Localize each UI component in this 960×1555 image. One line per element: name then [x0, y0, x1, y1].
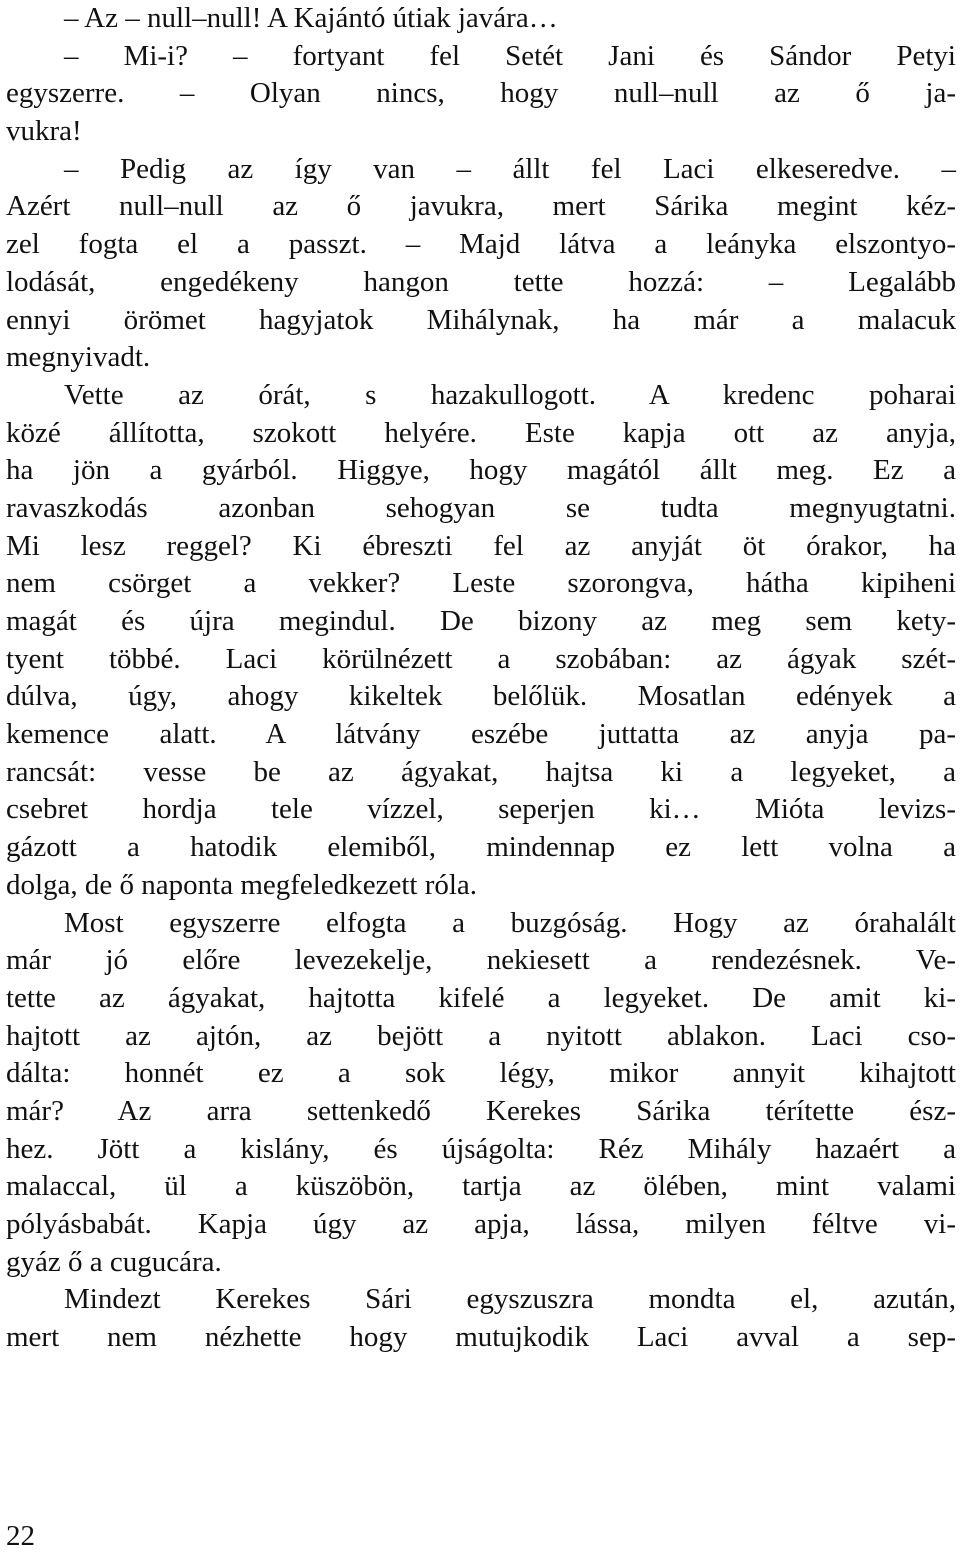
text-line: Azért null–null az ő javukra, mert Sárika megint kéz-: [6, 190, 956, 223]
text-line: Mindezt Kerekes Sári egyszuszra mondta el, azután,: [64, 1283, 956, 1316]
text-line: – Pedig az így van – állt fel Laci elkeseredve. –: [64, 152, 956, 185]
text-line: dálta: honnét ez a sok légy, mikor annyit kihajtott: [6, 1057, 956, 1090]
text-line: nem csörget a vekker? Leste szorongva, hátha kipiheni: [6, 567, 956, 600]
text-line: tette az ágyakat, hajtotta kifelé a legyeket. De amit ki-: [6, 981, 956, 1014]
text-line: már? Az arra settenkedő Kerekes Sárika térítette ész-: [6, 1094, 956, 1127]
text-line: vukra!: [6, 115, 82, 148]
text-line: csebret hordja tele vízzel, seperjen ki… Mióta levizs-: [6, 793, 956, 826]
page-text-block: [6, 0, 956, 1357]
text-line: egyszerre. – Olyan nincs, hogy null–null az ő ja-: [6, 77, 956, 110]
text-line: rancsát: vesse be az ágyakat, hajtsa ki a legyeket, a: [6, 755, 956, 788]
text-line: gyáz ő a cugucára.: [6, 1245, 222, 1278]
text-line: hajtott az ajtón, az bejött a nyitott ablakon. Laci cso-: [6, 1019, 956, 1052]
text-line: – Az – null–null! A Kajántó útiak javára…: [64, 2, 558, 34]
page-number: 22: [6, 1520, 35, 1552]
text-line: magát és újra megindul. De bizony az meg sem kety-: [6, 605, 956, 637]
text-line: malaccal, ül a küszöbön, tartja az ölében, mint valami: [6, 1170, 956, 1203]
text-line: pólyásbabát. Kapja úgy az apja, lássa, milyen féltve vi-: [6, 1208, 956, 1240]
text-line: lodását, engedékeny hangon tette hozzá: – Legalább: [6, 265, 956, 298]
text-line: dolga, de ő naponta megfeledkezett róla.: [6, 868, 478, 901]
text-line: zel fogta el a passzt. – Majd látva a leányka elszontyo-: [6, 228, 956, 261]
text-line: hez. Jött a kislány, és újságolta: Réz Mihály hazaért a: [6, 1132, 956, 1165]
text-line: – Mi-i? – fortyant fel Setét Jani és Sándor Petyi: [64, 39, 956, 72]
text-line: Vette az órát, s hazakullogott. A kredenc poharai: [64, 378, 956, 411]
text-line: dúlva, úgy, ahogy kikeltek belőlük. Mosatlan edények a: [6, 680, 956, 713]
text-line: ennyi örömet hagyjatok Mihálynak, ha már a malacuk: [6, 303, 956, 336]
text-line: ha jön a gyárból. Higgye, hogy magától állt meg. Ez a: [6, 454, 956, 487]
text-line: kemence alatt. A látvány eszébe juttatta az anyja pa-: [6, 718, 956, 751]
text-line: Mi lesz reggel? Ki ébreszti fel az anyját öt órakor, ha: [6, 529, 956, 562]
text-line: tyent többé. Laci körülnézett a szobában: az ágyak szét-: [6, 642, 956, 675]
text-line: Most egyszerre elfogta a buzgóság. Hogy az órahalált: [64, 906, 956, 939]
text-line: közé állította, szokott helyére. Este kapja ott az anyja,: [6, 416, 956, 449]
text-line: már jó előre levezekelje, nekiesett a rendezésnek. Ve-: [6, 944, 956, 977]
text-line: gázott a hatodik elemiből, mindennap ez lett volna a: [6, 831, 956, 864]
text-line: ravaszkodás azonban sehogyan se tudta megnyugtatni.: [6, 491, 956, 524]
text-line: megnyivadt.: [6, 341, 151, 374]
text-line: mert nem nézhette hogy mutujkodik Laci avval a sep-: [6, 1321, 956, 1354]
